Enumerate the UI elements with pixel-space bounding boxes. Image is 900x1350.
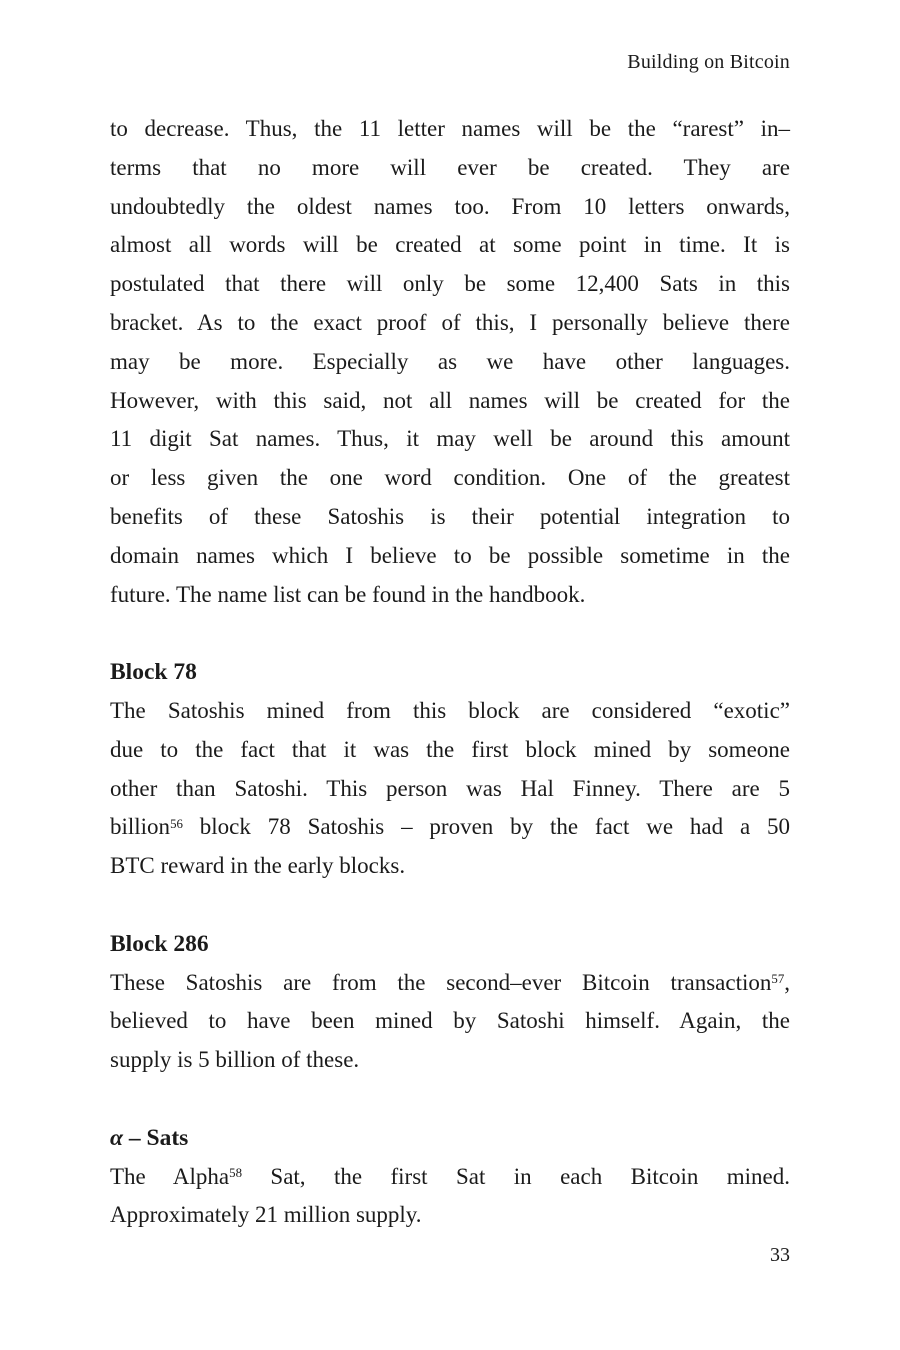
body-line: supply is 5 billion of these. xyxy=(110,1047,360,1073)
body-line: BTC reward in the early blocks. xyxy=(110,853,406,879)
text-section xyxy=(110,1119,790,1235)
footnote-marker: 57 xyxy=(771,972,785,987)
body-line: domain names which I believe to be possible sometime in the xyxy=(110,542,790,568)
body-line: due to the fact that it was the first block mined by someone xyxy=(110,736,790,762)
body-line: 11 digit Sat names. Thus, it may well be around this amount xyxy=(110,426,790,452)
page-body xyxy=(110,110,790,1235)
body-line: other than Satoshi. This person was Hal Finney. There are 5 xyxy=(110,775,790,801)
section-heading: Block 78 xyxy=(110,659,197,686)
body-line: These Satoshis are from the second–ever Bitcoin transaction$^{57}$, xyxy=(110,969,790,995)
body-line: The Satoshis mined from this block are considered “exotic” xyxy=(110,697,790,723)
body-line: future. The name list can be found in the handbook. xyxy=(110,581,586,607)
body-line: or less given the one word condition. One of the greatest xyxy=(110,465,790,491)
page-number: 33 xyxy=(770,1244,790,1267)
body-line: bracket. As to the exact proof of this, I personally believe there xyxy=(110,309,790,335)
body-line: The Alpha$^{58}$ Sat, the first Sat in each Bitcoin mined. xyxy=(110,1163,790,1189)
section-heading: α – Sats xyxy=(110,1124,189,1151)
footnote-marker: 58 xyxy=(229,1166,242,1181)
body-line: billion$^{56}$ block 78 Satoshis – proven by the fact we had a 50 xyxy=(110,814,790,840)
section-heading: Block 286 xyxy=(110,930,209,957)
body-line: benefits of these Satoshis is their potential integration to xyxy=(110,503,790,529)
body-line: almost all words will be created at some point in time. It is xyxy=(110,232,790,258)
body-line: terms that no more will ever be created. They are xyxy=(110,154,790,180)
footnote-marker: 56 xyxy=(170,816,183,831)
text-section xyxy=(110,653,790,886)
body-line: However, with this said, not all names will be created for the xyxy=(110,387,790,413)
body-line: undoubtedly the oldest names too. From 10 letters onwards, xyxy=(110,193,790,219)
text-section xyxy=(110,110,790,614)
body-line: Approximately 21 million supply. xyxy=(110,1202,422,1228)
body-line: may be more. Especially as we have other languages. xyxy=(110,348,790,374)
running-header: Building on Bitcoin xyxy=(627,51,790,73)
text-section xyxy=(110,925,790,1080)
body-line: to decrease. Thus, the 11 letter names will be the “rarest” in– xyxy=(110,116,790,141)
body-line: believed to have been mined by Satoshi himself. Again, the xyxy=(110,1008,790,1034)
body-line: postulated that there will only be some 12,400 Sats in this xyxy=(110,271,790,297)
